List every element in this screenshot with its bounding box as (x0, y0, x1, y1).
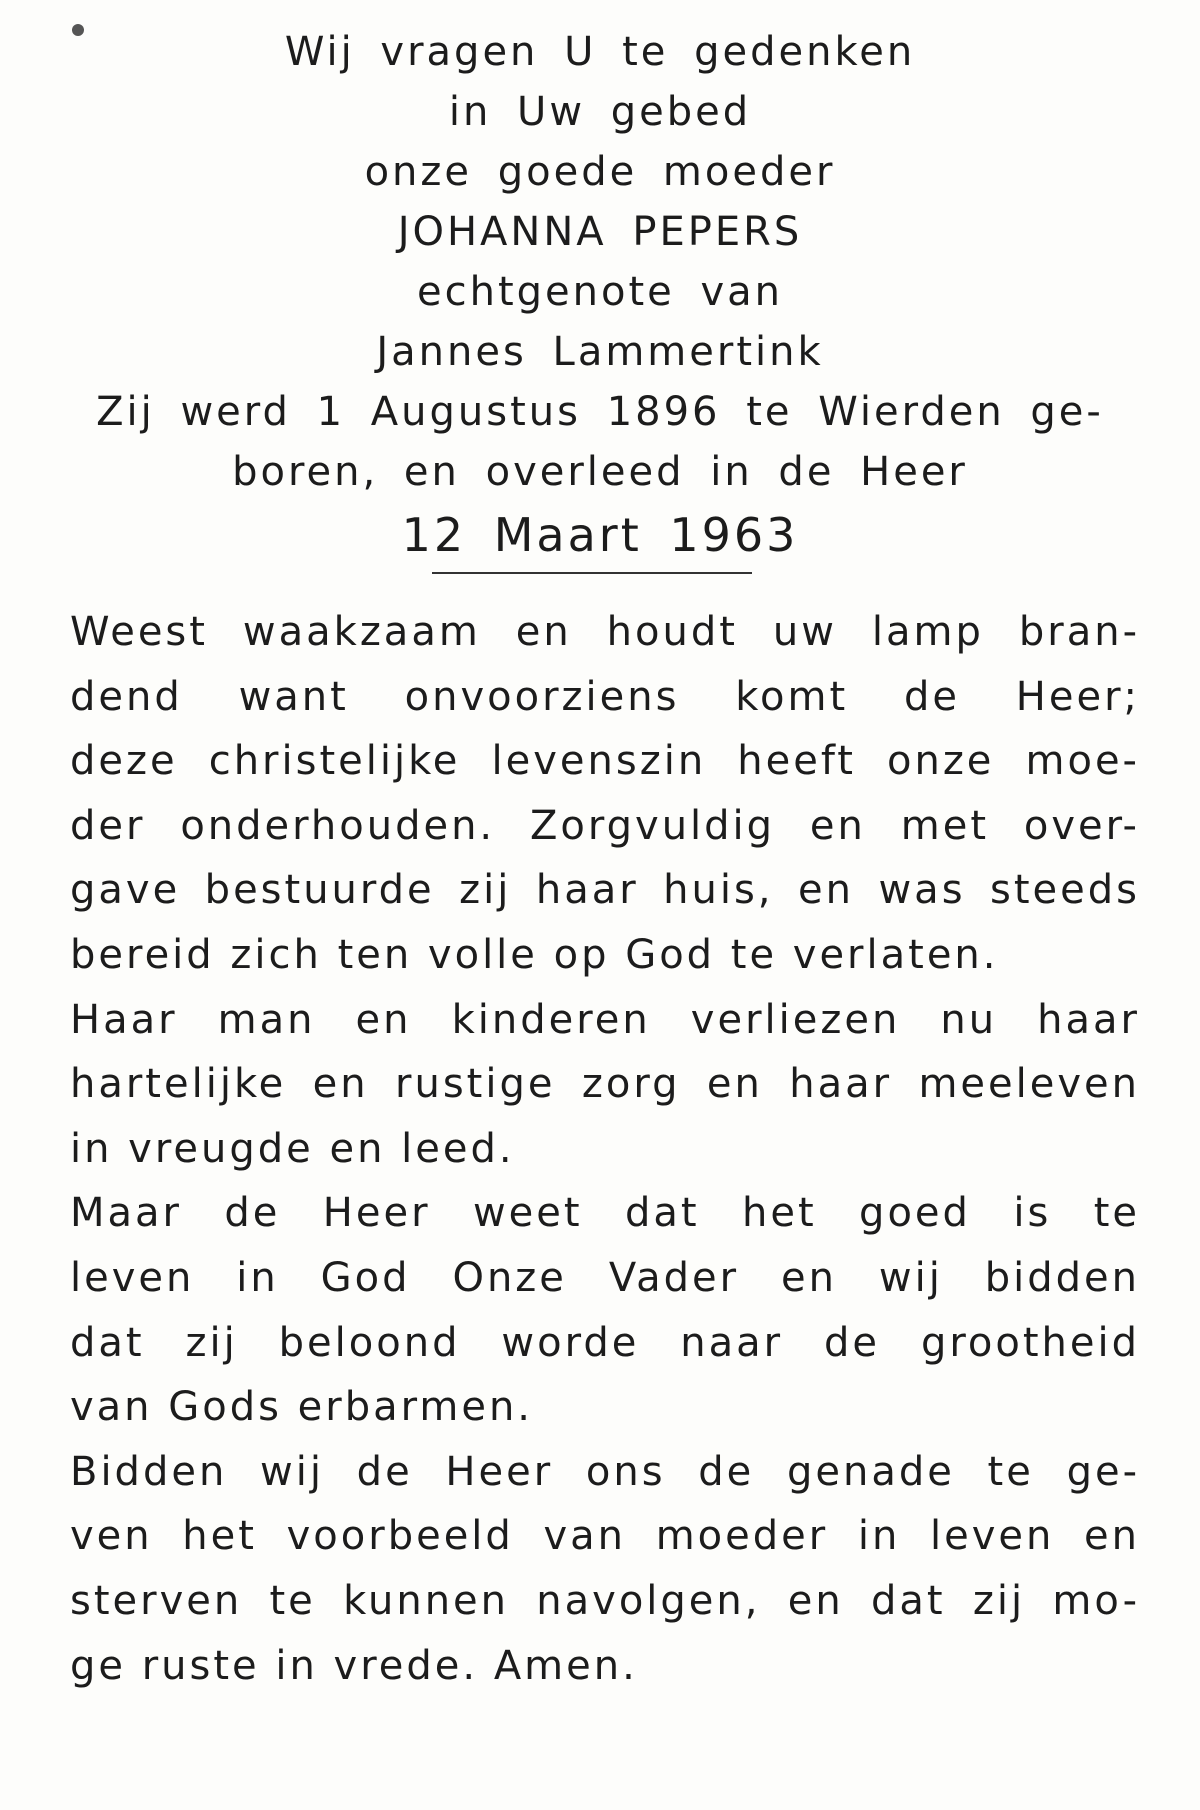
body-line: gave bestuurde zij haar huis, en was steeds (70, 867, 1140, 914)
body-line: Haar man en kinderen verliezen nu haar (70, 996, 1140, 1043)
deceased-name: JOHANNA PEPERS (397, 209, 803, 255)
spouse-name: Jannes Lammertink (376, 329, 824, 375)
body-line: Maar de Heer weet dat het goed is te (70, 1190, 1140, 1237)
body-line: ge ruste in vrede. Amen. (70, 1642, 638, 1689)
header-block (0, 22, 1200, 568)
intro-line-2: in Uw gebed (448, 89, 752, 135)
body-line: deze christelijke levenszin heeft onze moe- (70, 738, 1140, 785)
body-line: sterven te kunnen navolgen, en dat zij mo- (70, 1577, 1140, 1624)
body-line: der onderhouden. Zorgvuldig en met over- (70, 802, 1140, 849)
spouse-label: echtgenote van (416, 269, 783, 315)
body-line: dat zij beloond worde naar de grootheid (70, 1319, 1140, 1366)
body-line: Weest waakzaam en houdt uw lamp bran- (70, 609, 1140, 655)
body-line: van Gods erbarmen. (70, 1384, 534, 1431)
body-line: ven het voorbeeld van moeder in leven en (70, 1513, 1140, 1560)
intro-line-1: Wij vragen U te gedenken (284, 29, 916, 75)
intro-line-3: onze goede moeder (364, 149, 836, 195)
body-text (70, 600, 1140, 1698)
divider-rule (432, 572, 752, 574)
death-line: boren, en overleed in de Heer (232, 449, 968, 495)
death-date: 12 Maart 1963 (401, 508, 799, 562)
body-line: Bidden wij de Heer ons de genade te ge- (70, 1448, 1140, 1495)
body-line: leven in God Onze Vader en wij bidden (70, 1254, 1140, 1301)
body-line: dend want onvoorziens komt de Heer; (70, 673, 1140, 720)
birth-line: Zij werd 1 Augustus 1896 te Wierden ge- (96, 389, 1104, 435)
body-line: in vreugde en leed. (70, 1125, 515, 1172)
body-line: bereid zich ten volle op God te verlaten. (70, 931, 999, 978)
body-line: hartelijke en rustige zorg en haar meeleven (70, 1061, 1140, 1108)
